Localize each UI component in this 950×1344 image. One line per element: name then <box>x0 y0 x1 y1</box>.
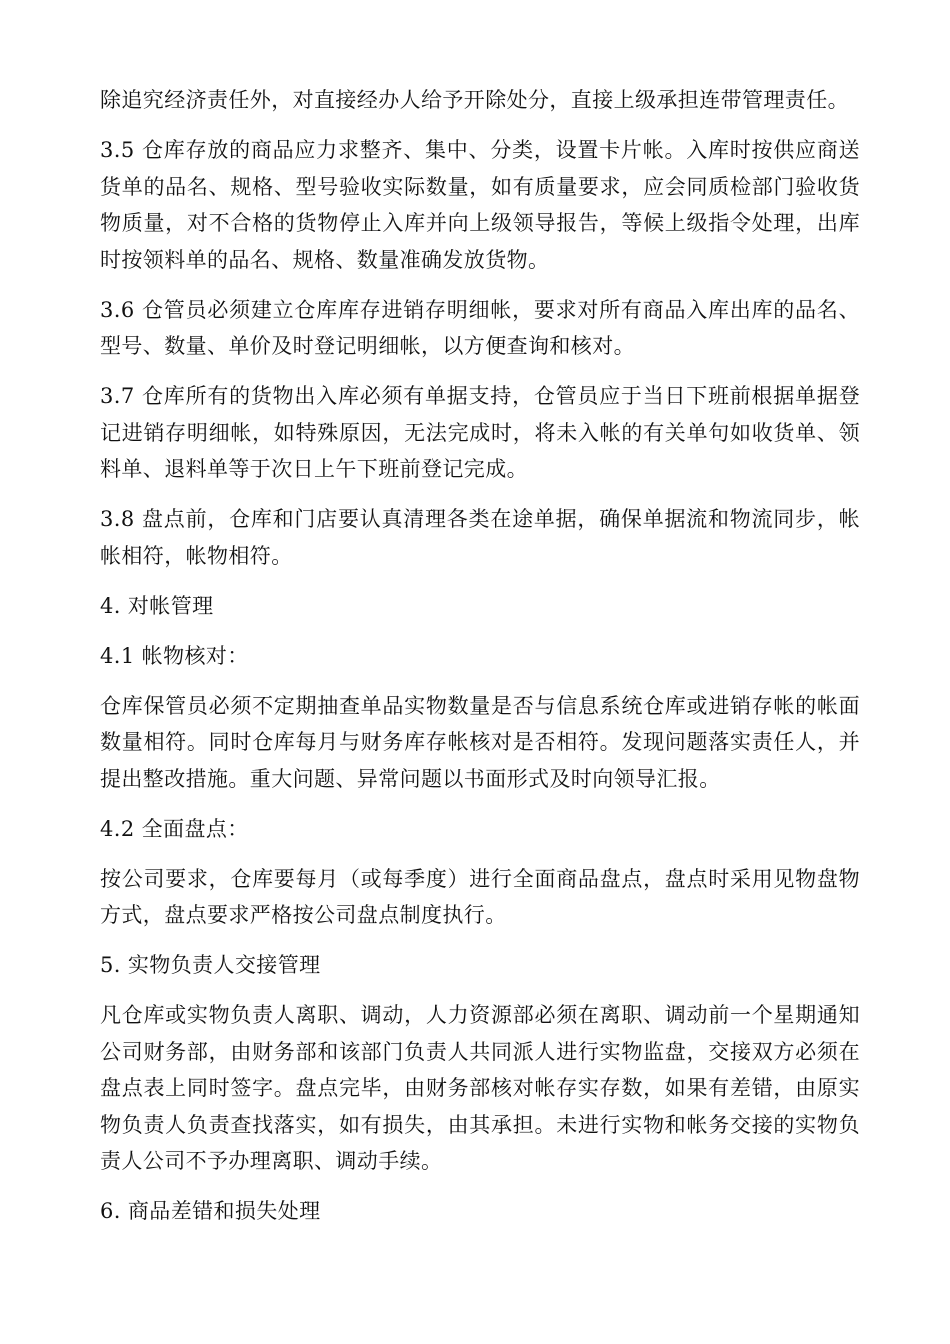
paragraph-liability: 除追究经济责任外，对直接经办人给予开除处分，直接上级承担连带管理责任。 <box>100 88 849 112</box>
subheading-4-2: 4.2 全面盘点： <box>100 816 249 841</box>
paragraph-4-2-body: 按公司要求，仓库要每月（或每季度）进行全面商品盘点，盘点时采用见物盘物方式，盘点要求严格按公司盘点制度执行。 <box>100 866 860 927</box>
section-heading-6: 6. 商品差错和损失处理 <box>100 1199 321 1223</box>
section-heading-5: 5. 实物负责人交接管理 <box>100 953 321 977</box>
section-heading-4: 4. 对帐管理 <box>100 593 214 618</box>
paragraph-3-7-documents: 3.7 仓库所有的货物出入库必须有单据支持，仓管员应于当日下班前根据单据登记进销存明细帐，如特殊原因，无法完成时，将未入帐的有关单句如收货单、领料单、退料单等于次日上午下班前登记完成。 <box>100 384 860 481</box>
subheading-4-1: 4.1 帐物核对： <box>100 643 249 668</box>
document-page <box>100 82 860 1243</box>
paragraph-3-6-ledger: 3.6 仓管员必须建立仓库库存进销存明细帐，要求对所有商品入库出库的品名、型号、数量、单价及时登记明细帐，以方便查询和核对。 <box>100 297 860 358</box>
paragraph-5-body: 凡仓库或实物负责人离职、调动，人力资源部必须在离职、调动前一个星期通知公司财务部，由财务部和该部门负责人共同派人进行实物监盘，交接双方必须在盘点表上同时签字。盘点完毕，由财务部核对帐存实存数，如果有差错，由原实物负责人负责查找落实，如有损失，由其承担。未进行实物和帐务交接的实物负责人公司不予办理离职、调动手续。 <box>100 1003 860 1173</box>
paragraph-3-8-inventory-prep: 3.8 盘点前，仓库和门店要认真清理各类在途单据，确保单据流和物流同步，帐帐相符，帐物相符。 <box>100 507 860 568</box>
paragraph-4-1-body: 仓库保管员必须不定期抽查单品实物数量是否与信息系统仓库或进销存帐的帐面数量相符。同时仓库每月与财务库存帐核对是否相符。发现问题落实责任人，并提出整改措施。重大问题、异常问题以书面形式及时向领导汇报。 <box>100 693 860 791</box>
paragraph-3-5-storage: 3.5 仓库存放的商品应力求整齐、集中、分类，设置卡片帐。入库时按供应商送货单的品名、规格、型号验收实际数量，如有质量要求，应会同质检部门验收货物质量，对不合格的货物停止入库并向上级领导报告，等候上级指令处理，出库时按领料单的品名、规格、数量准确发放货物。 <box>100 138 860 272</box>
